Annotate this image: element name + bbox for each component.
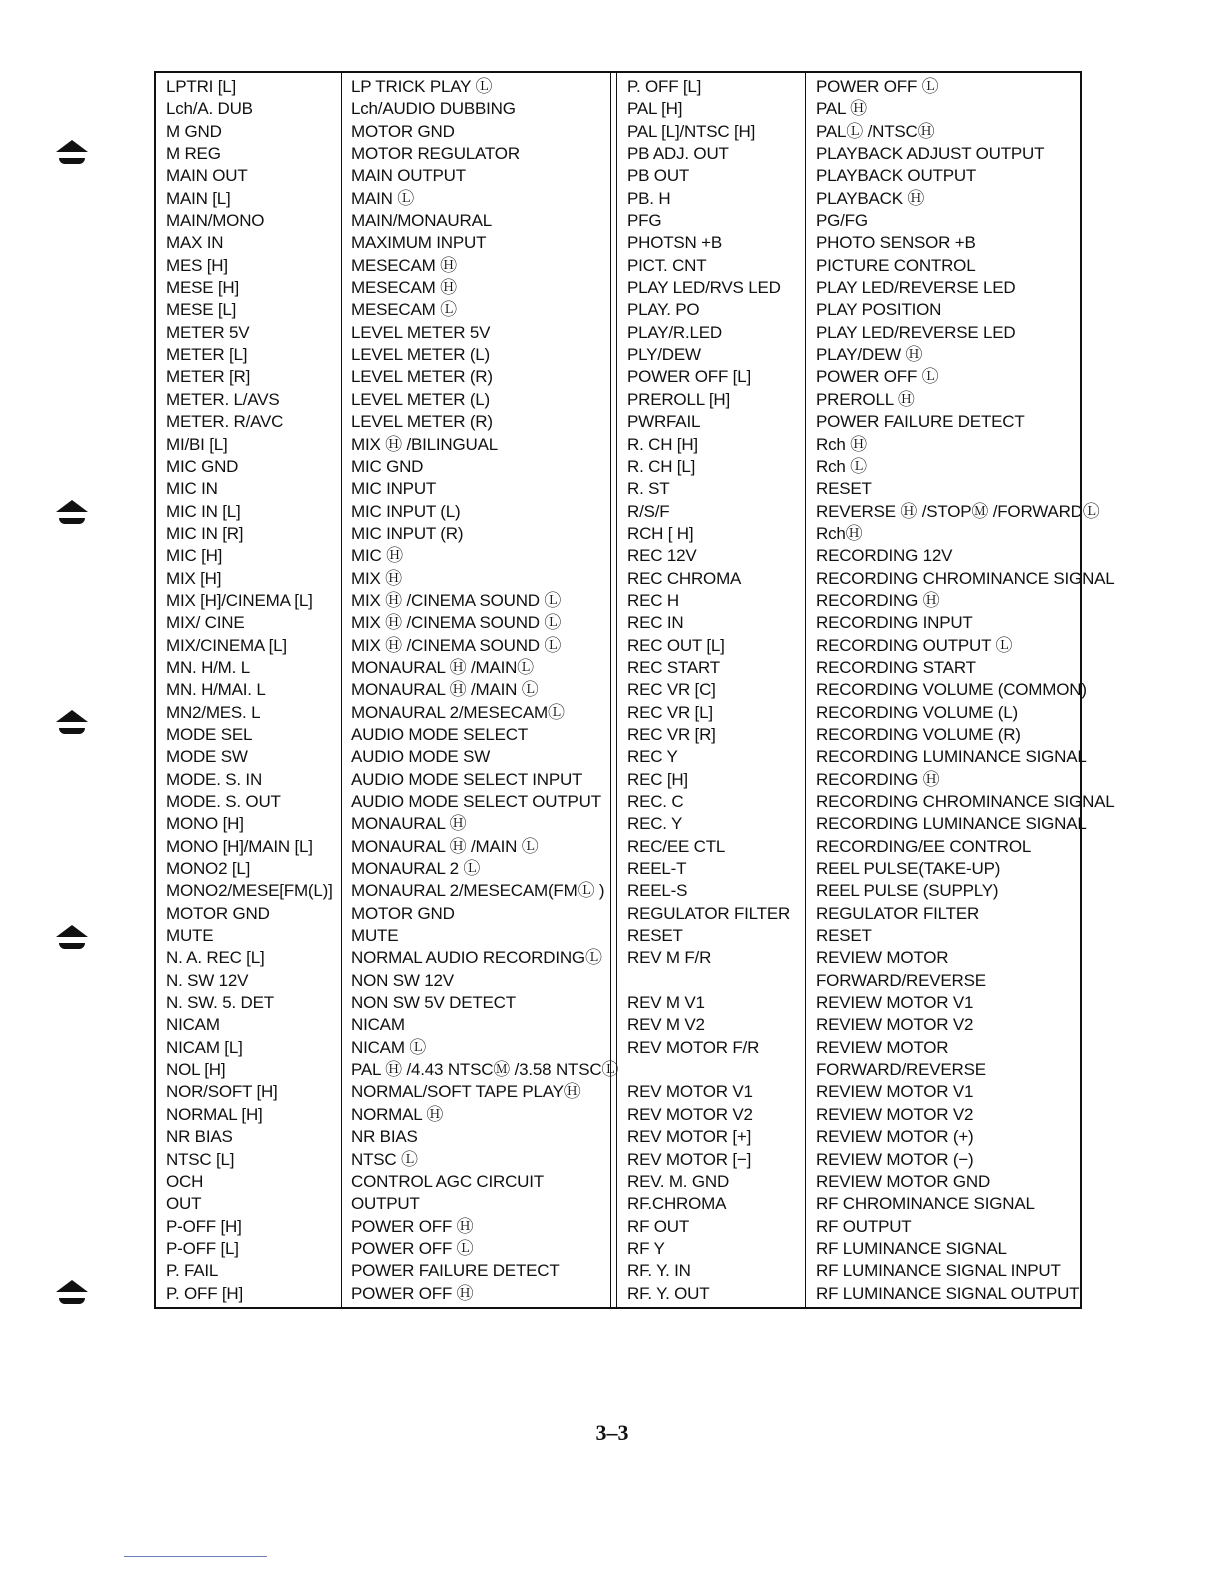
meaning-cell: NICAM — [351, 1015, 405, 1035]
meaning-cell: PAL Ⓗ — [816, 99, 867, 119]
abbreviation-cell: RF Y — [627, 1238, 665, 1258]
meaning-cell: MIC INPUT (R) — [351, 523, 464, 543]
abbreviation-cell: N. A. REC [L] — [166, 948, 265, 968]
abbreviation-cell: PB ADJ. OUT — [627, 144, 729, 164]
abbreviation-cell: MODE. S. IN — [166, 769, 263, 789]
abbreviation-cell: MN. H/M. L — [166, 657, 250, 677]
abbreviation-column-2 — [616, 73, 806, 1307]
abbreviation-cell: P. OFF [H] — [166, 1283, 244, 1303]
abbreviation-cell: PAL [H] — [627, 99, 683, 119]
meaning-cell: LEVEL METER (R) — [351, 367, 493, 387]
meaning-cell: MUTE — [351, 926, 399, 946]
abbreviation-cell: Lch/A. DUB — [166, 99, 253, 119]
meaning-cell: MIX Ⓗ — [351, 568, 402, 588]
abbreviation-cell: MONO2/MESE[FM(L)] — [166, 881, 333, 901]
abbreviation-cell: REC [H] — [627, 769, 688, 789]
meaning-cell: LEVEL METER (R) — [351, 412, 493, 432]
meaning-cell: MOTOR GND — [351, 903, 455, 923]
meaning-cell: NON SW 12V — [351, 970, 454, 990]
meaning-cell: MIC INPUT — [351, 479, 437, 499]
abbreviation-cell: REC CHROMA — [627, 568, 742, 588]
meaning-cell: PHOTO SENSOR +B — [816, 233, 976, 253]
meaning-cell: MIC INPUT (L) — [351, 501, 461, 521]
abbreviation-cell: RF. Y. IN — [627, 1261, 691, 1281]
meaning-cell: MIX Ⓗ /CINEMA SOUND Ⓛ — [351, 613, 562, 633]
meaning-cell: NORMAL Ⓗ — [351, 1104, 444, 1124]
abbreviation-cell: REEL-T — [627, 859, 687, 879]
meaning-cell: RECORDING INPUT — [816, 613, 973, 633]
abbreviation-cell: MONO [H] — [166, 814, 244, 834]
abbreviation-cell: MODE SW — [166, 747, 248, 767]
meaning-cell: POWER OFF Ⓛ — [816, 367, 939, 387]
meaning-cell: MESECAM Ⓗ — [351, 278, 457, 298]
abbreviation-cell: MODE. S. OUT — [166, 792, 281, 811]
meaning-cell: RECORDING CHROMINANCE SIGNAL — [816, 568, 1115, 588]
meaning-cell: REVIEW MOTOR V2 — [816, 1104, 974, 1124]
abbreviation-cell: PLAY LED/RVS LED — [627, 278, 781, 298]
meaning-cell: MONAURAL 2 Ⓛ — [351, 859, 481, 879]
meaning-cell: RECORDING/EE CONTROL — [816, 836, 1032, 856]
meaning-cell: RF LUMINANCE SIGNAL — [816, 1238, 1007, 1258]
abbreviation-cell: REC IN — [627, 613, 684, 633]
abbreviation-cell: PREROLL [H] — [627, 389, 730, 409]
abbreviation-cell: MIX/CINEMA [L] — [166, 635, 287, 655]
meaning-cell: REVIEW MOTOR (−) — [816, 1149, 974, 1169]
abbreviation-cell: P-OFF [L] — [166, 1238, 239, 1258]
meaning-cell: Rch Ⓛ — [816, 456, 867, 476]
meaning-cell: NTSC Ⓛ — [351, 1149, 418, 1169]
meaning-cell: RESET — [816, 479, 872, 499]
meaning-cell: NORMAL/SOFT TAPE PLAYⒽ — [351, 1082, 581, 1102]
meaning-cell: RECORDING VOLUME (R) — [816, 724, 1021, 744]
meaning-cell: MIX Ⓗ /CINEMA SOUND Ⓛ — [351, 590, 562, 610]
meaning-cell: PLAY LED/REVERSE LED — [816, 278, 1016, 298]
binder-hole-mark — [56, 1280, 88, 1304]
meaning-cell: MONAURAL Ⓗ /MAINⓁ — [351, 657, 534, 677]
meaning-cell: LP TRICK PLAY Ⓛ — [351, 77, 493, 96]
abbreviation-cell: PB OUT — [627, 166, 690, 186]
abbreviation-cell: REC/EE CTL — [627, 836, 726, 856]
meaning-cell: MIX Ⓗ /BILINGUAL — [351, 434, 499, 454]
meaning-cell: MAIN OUTPUT — [351, 166, 466, 186]
meaning-cell: FORWARD/REVERSE — [816, 970, 986, 990]
abbreviation-cell: METER [L] — [166, 345, 248, 365]
abbreviation-cell: MIC IN [L] — [166, 501, 241, 521]
meaning-cell: MAIN Ⓛ — [351, 188, 415, 208]
abbreviation-cell: REV. M. GND — [627, 1171, 730, 1191]
abbreviation-cell: REC OUT [L] — [627, 635, 725, 655]
abbreviation-cell: REV M V1 — [627, 993, 705, 1013]
meaning-cell: RF LUMINANCE SIGNAL OUTPUT — [816, 1283, 1080, 1303]
abbreviation-cell: REC H — [627, 590, 679, 610]
abbreviation-cell: LPTRI [L] — [166, 77, 237, 96]
abbreviation-cell: REV MOTOR V2 — [627, 1104, 753, 1124]
meaning-cell: OUTPUT — [351, 1194, 420, 1214]
abbreviation-cell: MAX IN — [166, 233, 224, 253]
abbreviation-cell: NOR/SOFT [H] — [166, 1082, 278, 1102]
abbreviation-cell: MN. H/MAI. L — [166, 680, 266, 700]
abbreviation-column-1 — [156, 73, 342, 1307]
meaning-cell: MAXIMUM INPUT — [351, 233, 487, 253]
meaning-cell: Lch/AUDIO DUBBING — [351, 99, 516, 119]
meaning-cell: LEVEL METER 5V — [351, 322, 491, 342]
meaning-cell: RECORDING Ⓗ — [816, 590, 940, 610]
abbreviation-cell: REGULATOR FILTER — [627, 903, 791, 923]
abbreviation-cell: MAIN [L] — [166, 188, 231, 208]
meaning-cell: POWER FAILURE DETECT — [816, 412, 1025, 432]
abbreviation-cell: MAIN OUT — [166, 166, 248, 186]
abbreviation-cell: REV M V2 — [627, 1015, 705, 1035]
meaning-cell: PLAY POSITION — [816, 300, 942, 320]
abbreviation-cell: N. SW 12V — [166, 970, 249, 990]
meaning-cell: AUDIO MODE SELECT INPUT — [351, 769, 583, 789]
abbreviation-cell: RF.CHROMA — [627, 1194, 727, 1214]
binder-hole-mark — [56, 710, 88, 734]
abbreviation-cell: MIX [H] — [166, 568, 222, 588]
meaning-cell: REVERSE Ⓗ /STOPⓂ /FORWARDⓁ — [816, 501, 1100, 521]
meaning-cell: MIC Ⓗ — [351, 546, 403, 566]
meaning-cell: MONAURAL 2/MESECAMⓁ — [351, 702, 565, 722]
abbreviation-cell: MI/BI [L] — [166, 434, 228, 454]
abbreviation-cell: OCH — [166, 1171, 204, 1191]
meaning-cell: MOTOR GND — [351, 121, 455, 141]
meaning-cell: POWER OFF Ⓛ — [816, 77, 939, 96]
abbreviation-cell: MONO [H]/MAIN [L] — [166, 836, 313, 856]
abbreviation-cell: OUT — [166, 1194, 202, 1214]
meaning-cell: MIX Ⓗ /CINEMA SOUND Ⓛ — [351, 635, 562, 655]
binder-hole-mark — [56, 500, 88, 524]
meaning-cell: REVIEW MOTOR V1 — [816, 1082, 974, 1102]
abbreviation-cell: PICT. CNT — [627, 255, 707, 275]
meaning-cell: MONAURAL Ⓗ /MAIN Ⓛ — [351, 680, 539, 700]
abbreviation-cell: METER 5V — [166, 322, 250, 342]
meaning-cell: REVIEW MOTOR GND — [816, 1171, 991, 1191]
meaning-cell: RECORDING VOLUME (COMMON) — [816, 680, 1087, 700]
abbreviation-cell: N. SW. 5. DET — [166, 993, 274, 1013]
meaning-cell: PREROLL Ⓗ — [816, 389, 915, 409]
meaning-cell: NON SW 5V DETECT — [351, 993, 516, 1013]
binder-hole-mark — [56, 925, 88, 949]
meaning-cell: REVIEW MOTOR (+) — [816, 1127, 974, 1147]
abbreviation-cell: R. CH [H] — [627, 434, 698, 454]
meaning-cell: RECORDING 12V — [816, 546, 953, 566]
meaning-cell: MESECAM Ⓛ — [351, 300, 457, 320]
abbreviation-cell: RCH [ H] — [627, 523, 694, 543]
abbreviation-cell: R. ST — [627, 479, 670, 499]
meaning-cell: AUDIO MODE SELECT — [351, 724, 529, 744]
meaning-cell: LEVEL METER (L) — [351, 389, 491, 409]
abbreviation-cell: PHOTSN +B — [627, 233, 723, 253]
abbreviation-cell: MIX/ CINE — [166, 613, 245, 633]
abbreviation-cell: M GND — [166, 121, 222, 141]
abbreviation-cell: M REG — [166, 144, 221, 164]
meaning-column-2 — [806, 73, 1115, 1307]
meaning-cell: RchⒽ — [816, 523, 863, 543]
meaning-cell: AUDIO MODE SELECT OUTPUT — [351, 792, 601, 811]
abbreviation-cell: NTSC [L] — [166, 1149, 235, 1169]
meaning-cell: NR BIAS — [351, 1127, 418, 1147]
abbreviation-cell: REC 12V — [627, 546, 697, 566]
meaning-cell: RECORDING LUMINANCE SIGNAL — [816, 814, 1087, 834]
meaning-cell: RECORDING VOLUME (L) — [816, 702, 1018, 722]
meaning-cell: REEL PULSE (SUPPLY) — [816, 881, 999, 901]
abbreviation-cell: MN2/MES. L — [166, 702, 261, 722]
abbreviation-cell: PLAY/R.LED — [627, 322, 723, 342]
meaning-cell: LEVEL METER (L) — [351, 345, 491, 365]
meaning-cell: CONTROL AGC CIRCUIT — [351, 1171, 544, 1191]
abbreviation-cell: REC START — [627, 657, 720, 677]
meaning-cell: RESET — [816, 926, 872, 946]
meaning-cell: REVIEW MOTOR V2 — [816, 1015, 974, 1035]
abbreviation-cell: REC VR [R] — [627, 724, 716, 744]
abbreviation-cell — [627, 1059, 805, 1081]
abbreviation-cell: MUTE — [166, 926, 214, 946]
meaning-cell: POWER OFF Ⓛ — [351, 1238, 474, 1258]
abbreviation-cell: PLAY. PO — [627, 300, 700, 320]
abbreviation-cell: NICAM [L] — [166, 1037, 243, 1057]
abbreviation-cell: PWRFAIL — [627, 412, 701, 432]
abbreviation-cell: REC. C — [627, 792, 684, 811]
meaning-cell: REVIEW MOTOR — [816, 1037, 949, 1057]
abbreviation-cell: REC VR [L] — [627, 702, 713, 722]
abbreviation-cell: MIX [H]/CINEMA [L] — [166, 590, 313, 610]
meaning-cell: REVIEW MOTOR — [816, 948, 949, 968]
meaning-cell: PICTURE CONTROL — [816, 255, 976, 275]
abbreviation-cell: REV M F/R — [627, 948, 712, 968]
meaning-cell: MESECAM Ⓗ — [351, 255, 457, 275]
meaning-cell: RECORDING LUMINANCE SIGNAL — [816, 747, 1087, 767]
meaning-cell: PG/FG — [816, 211, 868, 231]
abbreviation-cell: MIC [H] — [166, 546, 223, 566]
meaning-cell: PLAY LED/REVERSE LED — [816, 322, 1016, 342]
abbreviation-table — [154, 71, 1115, 1309]
meaning-cell: REEL PULSE(TAKE-UP) — [816, 859, 1001, 879]
meaning-cell: RECORDING START — [816, 657, 976, 677]
meaning-cell: POWER OFF Ⓗ — [351, 1216, 474, 1236]
meaning-cell: PLAY/DEW Ⓗ — [816, 345, 923, 365]
abbreviation-cell: PLY/DEW — [627, 345, 701, 365]
abbreviation-cell: METER [R] — [166, 367, 251, 387]
abbreviation-cell: REC. Y — [627, 814, 683, 834]
abbreviation-cell: MAIN/MONO — [166, 211, 265, 231]
abbreviation-cell: PFG — [627, 211, 662, 231]
abbreviation-cell: P-OFF [H] — [166, 1216, 242, 1236]
abbreviation-cell: MES [H] — [166, 255, 228, 275]
abbreviation-cell: MONO2 [L] — [166, 859, 251, 879]
meaning-cell: POWER OFF Ⓗ — [351, 1283, 474, 1303]
abbreviation-cell: REV MOTOR [−] — [627, 1149, 752, 1169]
meaning-cell: NORMAL AUDIO RECORDINGⓁ — [351, 948, 602, 968]
abbreviation-cell: MESE [H] — [166, 278, 240, 298]
abbreviation-cell: MIC IN [R] — [166, 523, 244, 543]
meaning-cell: RECORDING CHROMINANCE SIGNAL — [816, 792, 1115, 811]
meaning-cell: Rch Ⓗ — [816, 434, 867, 454]
meaning-cell: MAIN/MONAURAL — [351, 211, 492, 231]
meaning-cell: REGULATOR FILTER — [816, 903, 980, 923]
abbreviation-cell: NR BIAS — [166, 1127, 233, 1147]
abbreviation-cell: MIC GND — [166, 456, 239, 476]
meaning-cell: NICAM Ⓛ — [351, 1037, 427, 1057]
abbreviation-cell: R. CH [L] — [627, 456, 696, 476]
abbreviation-cell: METER. R/AVC — [166, 412, 284, 432]
abbreviation-cell: R/S/F — [627, 501, 670, 521]
meaning-cell: RF OUTPUT — [816, 1216, 912, 1236]
meaning-cell: MIC GND — [351, 456, 424, 476]
meaning-cell: PAL Ⓗ /4.43 NTSCⓂ /3.58 NTSCⓁ — [351, 1060, 619, 1080]
page-number: 3–3 — [595, 1420, 629, 1445]
abbreviation-cell: PB. H — [627, 188, 671, 208]
abbreviation-cell: REC Y — [627, 747, 678, 767]
meaning-cell: RF CHROMINANCE SIGNAL — [816, 1194, 1035, 1214]
abbreviation-cell: RF. Y. OUT — [627, 1283, 710, 1303]
binder-hole-mark — [56, 140, 88, 164]
abbreviation-cell: REC VR [C] — [627, 680, 716, 700]
abbreviation-cell: MODE SEL — [166, 724, 253, 744]
abbreviation-cell — [627, 970, 805, 992]
meaning-cell: PALⓁ /NTSCⒽ — [816, 121, 935, 141]
meaning-cell: PLAYBACK ADJUST OUTPUT — [816, 144, 1045, 164]
meaning-cell: RF LUMINANCE SIGNAL INPUT — [816, 1261, 1061, 1281]
abbreviation-cell: REV MOTOR V1 — [627, 1082, 753, 1102]
footer-rule — [124, 1556, 267, 1557]
abbreviation-cell: RESET — [627, 926, 683, 946]
abbreviation-cell: NORMAL [H] — [166, 1104, 263, 1124]
meaning-cell: RECORDING OUTPUT Ⓛ — [816, 635, 1013, 655]
meaning-cell: RECORDING Ⓗ — [816, 769, 940, 789]
abbreviation-cell: RF OUT — [627, 1216, 690, 1236]
meaning-cell: REVIEW MOTOR V1 — [816, 993, 974, 1013]
meaning-cell: POWER FAILURE DETECT — [351, 1261, 560, 1281]
abbreviation-cell: METER. L/AVS — [166, 389, 280, 409]
meaning-column-1 — [342, 73, 619, 1307]
meaning-cell: FORWARD/REVERSE — [816, 1060, 986, 1080]
meaning-cell: MONAURAL Ⓗ — [351, 814, 467, 834]
abbreviation-cell: P. OFF [L] — [627, 77, 702, 96]
abbreviation-cell: REEL-S — [627, 881, 688, 901]
abbreviation-cell: NOL [H] — [166, 1060, 226, 1080]
abbreviation-cell: PAL [L]/NTSC [H] — [627, 121, 756, 141]
meaning-cell: MONAURAL Ⓗ /MAIN Ⓛ — [351, 836, 539, 856]
meaning-cell: PLAYBACK OUTPUT — [816, 166, 977, 186]
abbreviation-cell: P. FAIL — [166, 1261, 219, 1281]
abbreviation-cell: REV MOTOR [+] — [627, 1127, 752, 1147]
meaning-cell: AUDIO MODE SW — [351, 747, 491, 767]
meaning-cell: PLAYBACK Ⓗ — [816, 188, 925, 208]
abbreviation-cell: POWER OFF [L] — [627, 367, 751, 387]
abbreviation-cell: REV MOTOR F/R — [627, 1037, 760, 1057]
meaning-cell: MOTOR REGULATOR — [351, 144, 520, 164]
abbreviation-cell: MIC IN — [166, 479, 218, 499]
abbreviation-cell: MOTOR GND — [166, 903, 270, 923]
abbreviation-cell: NICAM — [166, 1015, 220, 1035]
meaning-cell: MONAURAL 2/MESECAM(FMⓁ ) — [351, 881, 605, 901]
abbreviation-cell: MESE [L] — [166, 300, 237, 320]
